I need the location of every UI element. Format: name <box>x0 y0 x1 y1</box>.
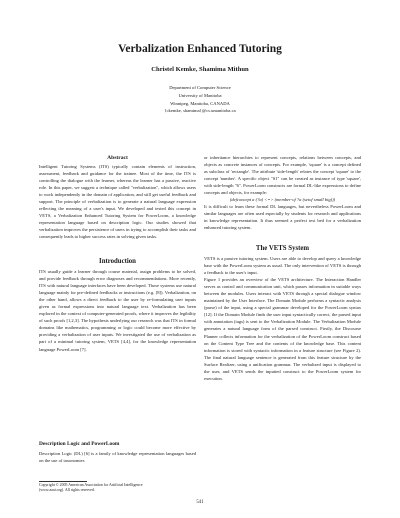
abstract-heading: Abstract <box>107 155 128 161</box>
author-affiliation <box>0 84 400 115</box>
paper-title: Verbalization Enhanced Tutoring <box>118 43 282 55</box>
vets-section-body <box>204 255 361 382</box>
page-number: 541 <box>196 500 204 505</box>
affiliation-city: Winnipeg, Manitoba, CANADA <box>170 100 230 106</box>
dl-section-body <box>39 450 196 464</box>
dl-continued-text: or inheritance hierarchies to represent concepts, relations between concepts, and objects as concrete instances of concepts. For example, 'square' is a concept defined as subclass of 'rectangle'. The attribute 'side-length' relates the concept 'square' to the concept 'number'. A specific object "S1" can be created as instance of type 'square', with side-length "6". PowerLoom constructs are formal DL-like expressions to define concepts and objects, for example: <box>204 155 361 196</box>
affiliation-university: University of Manitoba <box>178 92 222 98</box>
vets-intro-text: VETS is a passive tutoring system. Users are able to develop and query a knowledge base with the PowerLoom system as usual. The only intervention of VETS is through a feedback to the user's input. <box>204 256 361 276</box>
introduction-text: ITS usually guide a learner through course material, assign problems to be solved, and provide feedback through error diagnoses and recommendations. More recently, ITS with natural language interfaces have been developed. Those systems use natural language mainly for pre-defined feedbacks or instructions (e.g. [8]). Verbalization, on the other hand, allows a direct feedback to the user by re-formulating user inputs given as formal expressions into natural language text. Verbalization has been explored in the context of computer-generated proofs, where it improves the legibility of such proofs [1,2,3]. The hypothesis underlying our research was that ITS in formal domains like mathematics, programming or logic could become more effective by providing a verbalization of user inputs. We investigated the use of verbalization as part of a minimal tutoring system, VETS [4,4], for the knowledge representation language PowerLoom [7]. <box>39 269 196 352</box>
introduction-heading: Introduction <box>99 258 136 265</box>
right-column-top <box>204 154 361 232</box>
copyright-footnote <box>39 483 196 494</box>
dl-section-heading: Description Logic and PowerLoom <box>39 441 120 447</box>
paper-authors: Christel Kemke, Shamima Mithun <box>151 66 249 73</box>
introduction-body <box>39 268 196 353</box>
affiliation-email: {ckemke, shamima}@cs.umanitoba.ca <box>164 108 236 114</box>
dl-test-bed-text: It is difficult to learn these formal DL languages, but nevertheless PowerLoom and similar languages are often used especially by students for research and applications in knowledge representation. It thus seemed a perfect test bed for a verbalization enhanced tutoring system. <box>204 204 361 231</box>
rights-line: (www.aaai.org). All rights reserved. <box>39 488 95 493</box>
affiliation-department: Department of Computer Science <box>169 85 231 90</box>
vets-section-heading: The VETS System <box>255 245 310 252</box>
abstract-body <box>39 163 196 241</box>
abstract-text: Intelligent Tutoring Systems (ITS) typically contain elements of instruction, assessment, feedback and guidance for the trainee. Most of the time, the ITS is controlling the dialogue with the learner, whereas the learner has a passive, reactive role. In this paper, we suggest a technique called "verbalization", which allows users to work independently in the domain of application, and still get useful feedback and support. The principle of verbalization is to generate a natural language expression reflecting the meaning of a user's input. We developed and tested this concept in VETS, a Verbalization Enhanced Tutoring System for PowerLoom, a knowledge representation language based on description logic. Our studies showed that verbalization improves the persistence of users in trying to accomplish their tasks and consequently leads to higher success rates in solving given tasks. <box>39 164 196 240</box>
copyright-line: Copyright © 2005 American Association for Artificial Intelligence <box>39 483 143 487</box>
powerloom-example: (defconcept a (?a) <=> (member-of ?a (setof small big))) <box>229 197 336 203</box>
footnote-rule <box>39 481 87 482</box>
dl-section-text: Description Logic (DL) [6] is a family of knowledge representation languages based on the use of taxonomies <box>39 451 196 464</box>
vets-architecture-text: Figure 1 provides an overview of the VETS architecture. The Interaction Handler serves as control and communication unit, which passes information in suitable ways between the modules. Users interact with VETS through a special dialogue window maintained by the User Interface. The Domain Module performs a syntactic analysis (parse) of the input, using a special grammar developed for the PowerLoom syntax [12]. If the Domain Module finds the user input syntactically correct, the parsed input with annotation (tags) is sent to the Verbalization Module. The Verbalization Module generates a natural language form of the parsed construct. Firstly, the Discourse Planner collects information for the verbalization of the PowerLoom construct based on the Content Type Tree and the contents of the knowledge base. This content information is stored with syntactic information in a feature structure (see Figure 2). The final natural language sentence is generated from this feature structure by the Surface Realizer, using a unification grammar. The verbalized input is displayed to the user, and VETS sends the inputted construct to the PowerLoom system for execution. <box>204 277 361 381</box>
